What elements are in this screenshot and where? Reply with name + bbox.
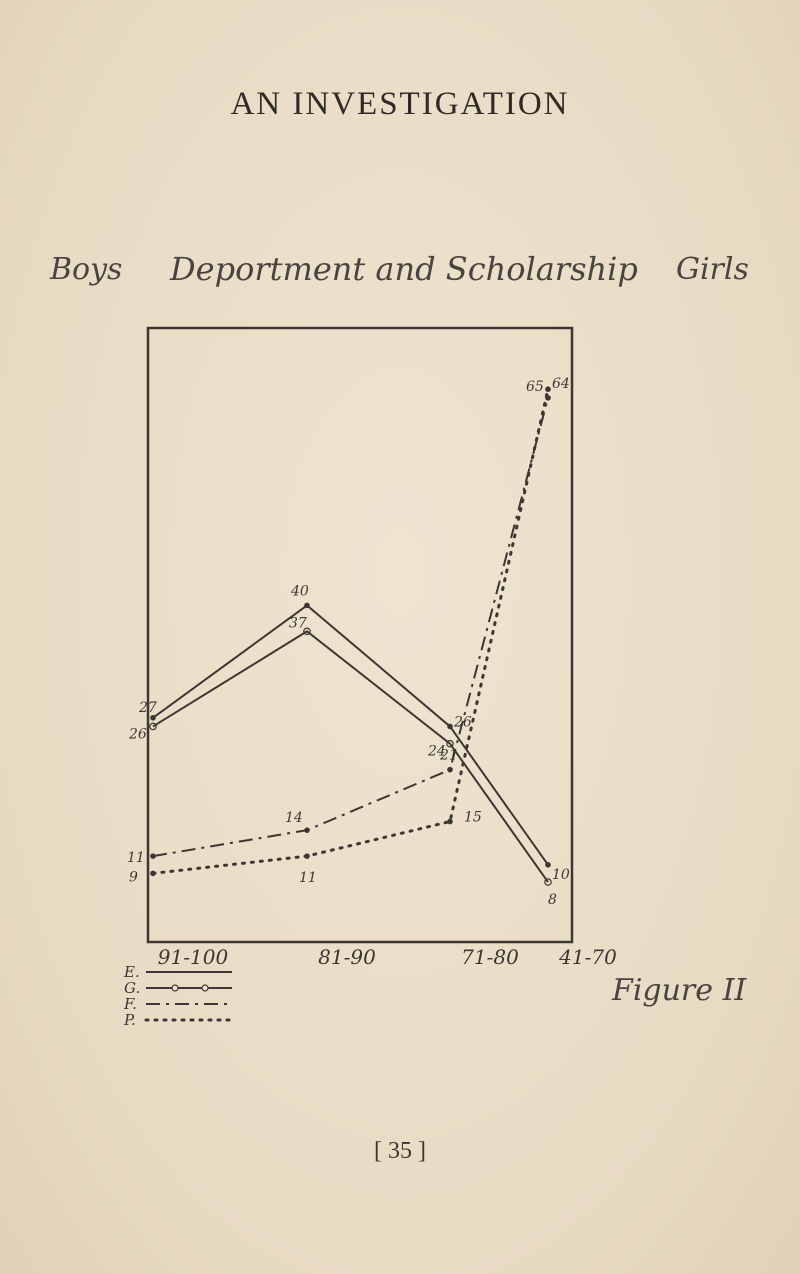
legend-label-E: E. bbox=[124, 963, 140, 981]
chart-subtitle: Deportment and Scholarship bbox=[170, 250, 638, 288]
series-line-P bbox=[153, 389, 548, 873]
girls-label: Girls bbox=[676, 252, 749, 287]
data-label-E-3: 26 bbox=[454, 714, 472, 731]
series-F bbox=[127, 376, 570, 866]
legend-label-G: G. bbox=[124, 979, 141, 997]
page-number: [ 35 ] bbox=[374, 1138, 426, 1164]
data-point-F-3 bbox=[448, 767, 452, 771]
series-E bbox=[138, 583, 570, 882]
data-label-P-2: 11 bbox=[299, 870, 317, 887]
data-label-P-1: 9 bbox=[129, 869, 138, 886]
data-point-E-3 bbox=[448, 724, 452, 728]
data-point-F-1 bbox=[151, 854, 155, 858]
legend-layer bbox=[123, 963, 232, 1029]
data-label-G-1: 26 bbox=[129, 726, 147, 743]
data-label-F-4: 64 bbox=[552, 375, 570, 392]
series-G bbox=[128, 615, 557, 908]
series-layer bbox=[127, 376, 570, 908]
data-point-E-4 bbox=[546, 863, 550, 867]
plot-frame bbox=[148, 328, 572, 942]
data-label-E-2: 40 bbox=[291, 583, 309, 600]
data-label-F-2: 14 bbox=[285, 810, 303, 827]
x-tick-label-2: 81-90 bbox=[318, 945, 376, 969]
series-line-F bbox=[153, 398, 548, 856]
data-point-F-2 bbox=[305, 828, 309, 832]
legend-marker-G-2 bbox=[202, 985, 208, 991]
legend-label-P: P. bbox=[124, 1011, 136, 1029]
data-point-E-1 bbox=[151, 716, 155, 720]
x-tick-label-3: 71-80 bbox=[461, 945, 519, 969]
legend-marker-G-1 bbox=[172, 985, 178, 991]
data-label-F-3: 21 bbox=[440, 747, 458, 764]
data-point-E-2 bbox=[305, 603, 309, 607]
data-label-E-1: 27 bbox=[139, 699, 157, 716]
series-line-E bbox=[153, 605, 548, 864]
data-label-G-4: 8 bbox=[548, 892, 557, 909]
boys-label: Boys bbox=[50, 252, 123, 287]
page-title: AN INVESTIGATION bbox=[230, 86, 570, 122]
figure-label: Figure II bbox=[612, 973, 747, 1008]
x-tick-label-4: 41-70 bbox=[559, 945, 617, 969]
data-label-G-2: 37 bbox=[289, 615, 307, 632]
data-label-F-1: 11 bbox=[127, 850, 145, 867]
tick-layer bbox=[158, 945, 617, 969]
x-tick-label-1: 91-100 bbox=[157, 945, 229, 969]
data-point-P-2 bbox=[305, 854, 309, 858]
data-label-P-4: 65 bbox=[526, 379, 544, 396]
data-point-P-3 bbox=[448, 819, 452, 823]
data-point-P-1 bbox=[151, 871, 155, 875]
data-label-P-3: 15 bbox=[464, 809, 482, 826]
data-label-E-4: 10 bbox=[552, 866, 570, 883]
data-point-P-4 bbox=[546, 387, 550, 391]
legend-label-F: F. bbox=[124, 995, 137, 1013]
data-label-G-3: 24 bbox=[428, 743, 446, 760]
